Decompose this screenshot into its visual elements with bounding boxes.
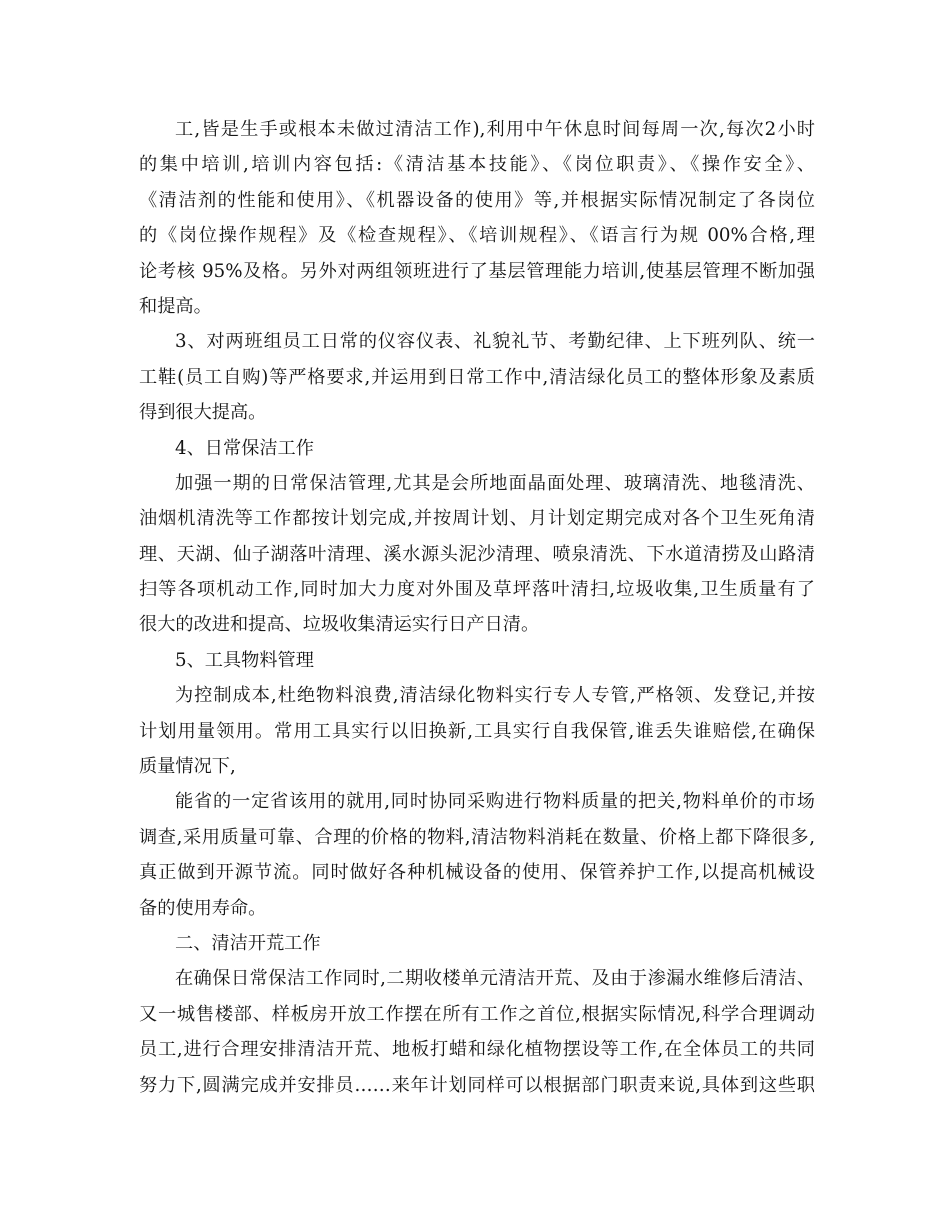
text-line: 论考核 95%及格。另外对两组领班进行了基层管理能力培训,使基层管理不断加强	[139, 260, 815, 282]
text-line: 5、工具物料管理	[175, 649, 314, 671]
text-line: 很大的改进和提高、垃圾收集清运实行日产日清。	[139, 614, 540, 636]
text-line: 得到很大提高。	[139, 402, 267, 424]
text-line: 的集中培训,培训内容包括:《清洁基本技能》、《岗位职责》、《操作安全》、	[139, 154, 815, 176]
text-line: 《清洁剂的性能和使用》、《机器设备的使用》等,并根据实际情况制定了各岗位	[139, 189, 815, 211]
text-line: 3、对两班组员工日常的仪容仪表、礼貌礼节、考勤纪律、上下班列队、统一	[175, 331, 815, 353]
text-line: 和提高。	[139, 295, 212, 317]
document-body	[139, 112, 815, 1103]
text-line: 工,皆是生手或根本未做过清洁工作),利用中午休息时间每周一次,每次2小时	[175, 119, 815, 140]
text-line: 努力下,圆满完成并安排员……来年计划同样可以根据部门职责来说,具体到这些职	[139, 1074, 815, 1096]
text-line: 为控制成本,杜绝物料浪费,清洁绿化物料实行专人专管,严格领、发登记,并按	[175, 685, 815, 707]
text-line: 加强一期的日常保洁管理,尤其是会所地面晶面处理、玻璃清洗、地毯清洗、	[175, 472, 815, 494]
text-line: 能省的一定省该用的就用,同时协同采购进行物料质量的把关,物料单价的市场	[175, 791, 815, 813]
text-line: 计划用量领用。常用工具实行以旧换新,工具实行自我保管,谁丢失谁赔偿,在确保	[139, 720, 815, 742]
text-line: 工鞋(员工自购)等严格要求,并运用到日常工作中,清洁绿化员工的整体形象及素质	[139, 366, 815, 388]
text-line: 又一城售楼部、样板房开放工作摆在所有工作之首位,根据实际情况,科学合理调动	[139, 1003, 815, 1025]
text-line: 4、日常保洁工作	[175, 437, 314, 459]
text-line: 油烟机清洗等工作都按计划完成,并按周计划、月计划定期完成对各个卫生死角清	[139, 508, 815, 530]
text-line: 员工,进行合理安排清洁开荒、地板打蜡和绿化植物摆设等工作,在全体员工的共同	[139, 1039, 815, 1061]
text-line: 扫等各项机动工作,同时加大力度对外围及草坪落叶清扫,垃圾收集,卫生质量有了	[139, 579, 815, 601]
text-line: 的《岗位操作规程》及《检查规程》、《培训规程》、《语言行为规 00%合格,理	[139, 225, 815, 247]
text-line: 备的使用寿命。	[139, 897, 267, 919]
text-line: 理、天湖、仙子湖落叶清理、溪水源头泥沙清理、喷泉清洗、下水道清捞及山路清	[139, 543, 815, 565]
text-line: 调查,采用质量可靠、合理的价格的物料,清洁物料消耗在数量、价格上都下降很多,	[139, 826, 815, 848]
text-line: 真正做到开源节流。同时做好各种机械设备的使用、保管养护工作,以提高机械设	[139, 862, 815, 884]
text-line: 二、清洁开荒工作	[175, 932, 321, 954]
text-line: 质量情况下,	[139, 756, 236, 778]
text-line: 在确保日常保洁工作同时,二期收楼单元清洁开荒、及由于渗漏水维修后清洁、	[175, 968, 815, 990]
